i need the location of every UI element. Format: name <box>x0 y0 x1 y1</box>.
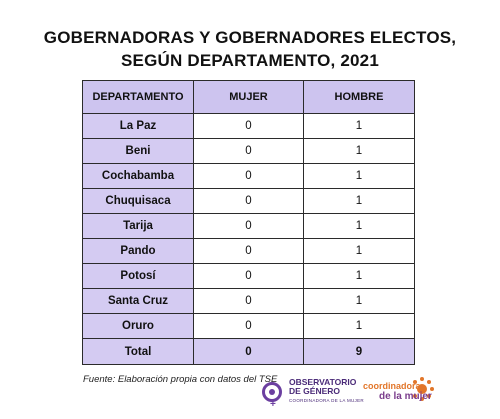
governors-table <box>82 80 415 365</box>
total-mujer: 0 <box>194 339 304 365</box>
mujer-cell: 0 <box>194 114 304 139</box>
total-row <box>83 339 415 365</box>
observatorio-logo-line-3: COORDINADORA DE LA MUJER <box>289 398 364 403</box>
hombre-cell: 1 <box>304 264 415 289</box>
dept-cell: Cochabamba <box>83 164 194 189</box>
table-row <box>83 139 415 164</box>
mujer-cell: 0 <box>194 139 304 164</box>
table-row <box>83 189 415 214</box>
hombre-cell: 1 <box>304 114 415 139</box>
dept-cell: Tarija <box>83 214 194 239</box>
mujer-cell: 0 <box>194 314 304 339</box>
table-row <box>83 289 415 314</box>
observatorio-logo-line-1: OBSERVATORIO <box>289 377 357 387</box>
source-note: Fuente: Elaboración propia con datos del TSE <box>83 374 278 385</box>
page-title <box>0 26 500 72</box>
female-symbol-cross-icon: + <box>270 399 276 410</box>
total-label: Total <box>83 339 194 365</box>
hombre-cell: 1 <box>304 189 415 214</box>
mujer-cell: 0 <box>194 164 304 189</box>
dept-cell: Santa Cruz <box>83 289 194 314</box>
coordinadora-logo-line-1: coordinadora <box>363 381 421 391</box>
mujer-cell: 0 <box>194 214 304 239</box>
mujer-cell: 0 <box>194 264 304 289</box>
dept-cell: Potosí <box>83 264 194 289</box>
observatorio-logo-line-2: DE GÉNERO <box>289 386 341 396</box>
observatorio-logo-text <box>289 378 364 405</box>
mujer-cell: 0 <box>194 289 304 314</box>
dept-cell: Chuquisaca <box>83 189 194 214</box>
table-row <box>83 314 415 339</box>
observatorio-logo <box>262 377 364 410</box>
title-line-2: SEGÚN DEPARTAMENTO, 2021 <box>121 51 379 70</box>
hombre-cell: 1 <box>304 164 415 189</box>
column-header-hombre: HOMBRE <box>304 81 415 114</box>
table-row <box>83 164 415 189</box>
dept-cell: La Paz <box>83 114 194 139</box>
hombre-cell: 1 <box>304 139 415 164</box>
hombre-cell: 1 <box>304 214 415 239</box>
table-row <box>83 264 415 289</box>
hombre-cell: 1 <box>304 289 415 314</box>
total-hombre: 9 <box>304 339 415 365</box>
table-row <box>83 214 415 239</box>
dept-cell: Oruro <box>83 314 194 339</box>
hombre-cell: 1 <box>304 314 415 339</box>
table-row <box>83 114 415 139</box>
column-header-departamento: DEPARTAMENTO <box>83 81 194 114</box>
mujer-cell: 0 <box>194 189 304 214</box>
dept-cell: Beni <box>83 139 194 164</box>
mujer-cell: 0 <box>194 239 304 264</box>
table-header-row <box>83 81 415 114</box>
coordinadora-logo <box>363 374 435 414</box>
title-line-1: GOBERNADORAS Y GOBERNADORES ELECTOS, <box>43 28 457 47</box>
coordinadora-logo-line-2: de la mujer <box>379 391 432 402</box>
dept-cell: Pando <box>83 239 194 264</box>
table-row <box>83 239 415 264</box>
column-header-mujer: MUJER <box>194 81 304 114</box>
hombre-cell: 1 <box>304 239 415 264</box>
